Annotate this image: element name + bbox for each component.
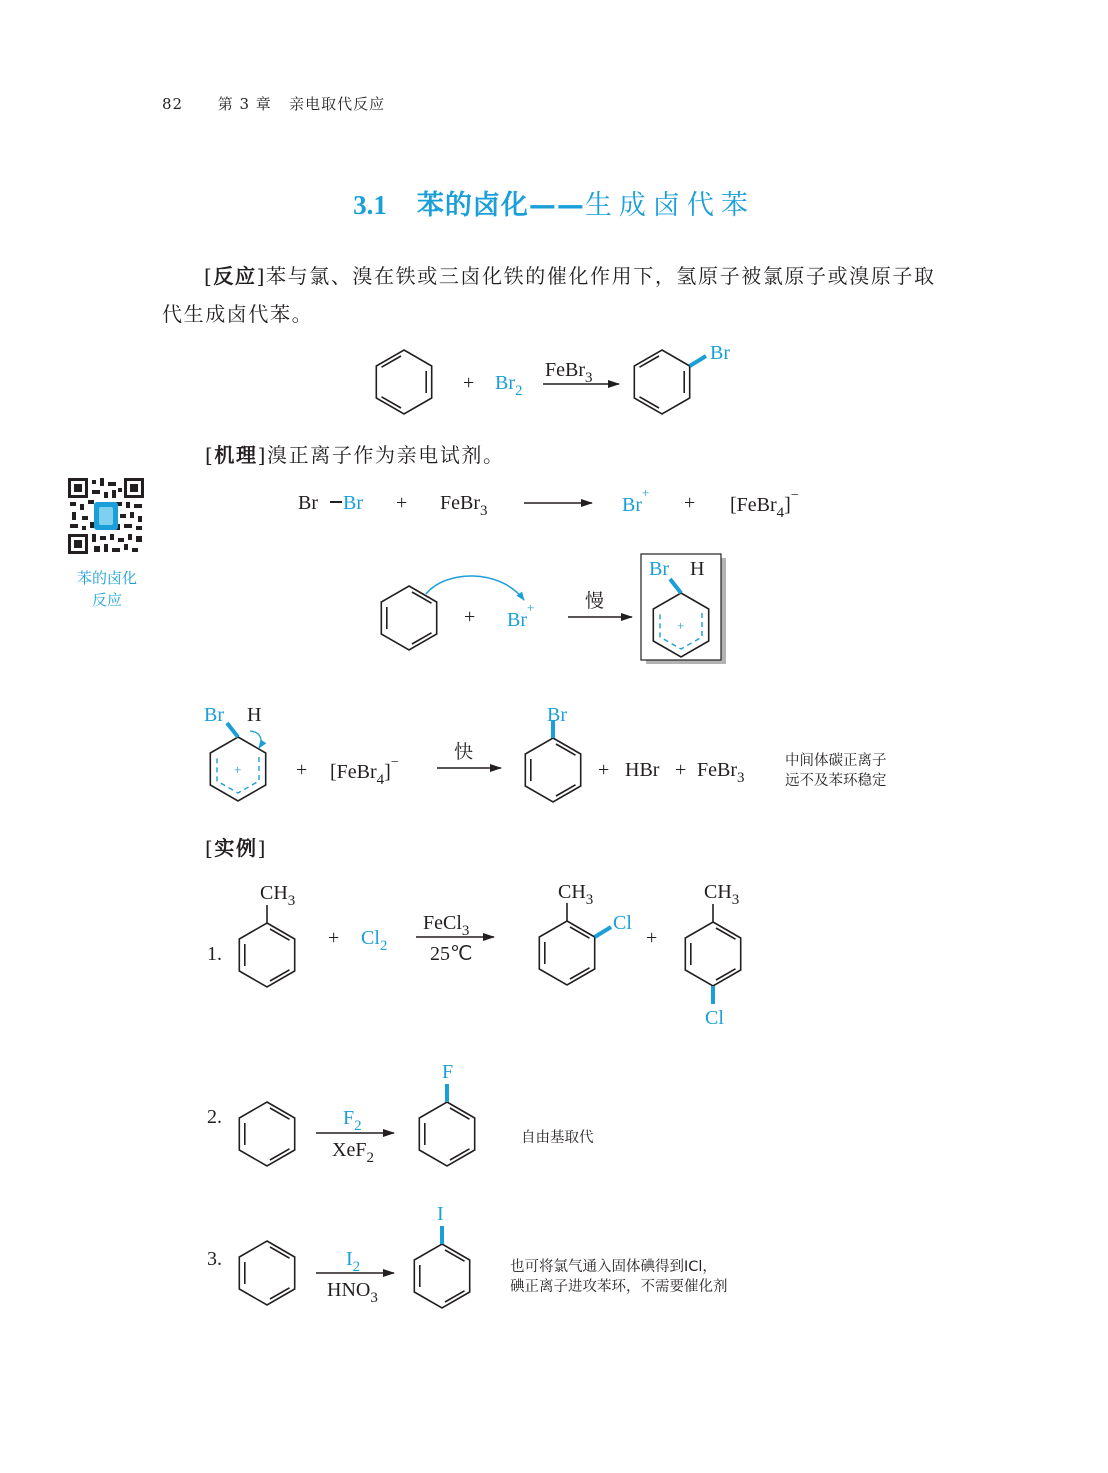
- o-chlorotoluene-product: [539, 903, 611, 985]
- mech2-plus: +: [464, 606, 476, 628]
- mech1-febr4-anion: [FeBr$_4$]−: [730, 488, 799, 521]
- mech3-ring-charge: +: [234, 762, 242, 777]
- bromobenzene-product: [634, 350, 706, 414]
- examples-label: 实例: [214, 836, 258, 860]
- example3-note-line1: 也可将氯气通入固体碘得到ICl，: [510, 1259, 717, 1275]
- example1-plus: +: [328, 927, 340, 949]
- example2-reagent-xef2: XeF$_2$: [332, 1139, 374, 1166]
- mech3-product-br: Br: [547, 704, 567, 726]
- mechanism-heading: [机理]溴正离子作为亲电试剂。: [205, 443, 505, 467]
- example3-number: 3.: [207, 1248, 222, 1270]
- example2-note: 自由基取代: [521, 1130, 594, 1146]
- toluene-reactant: [239, 905, 294, 987]
- mech3-bromobenzene: [525, 720, 580, 802]
- example1-plus2: +: [646, 927, 658, 949]
- reaction-paragraph: [反应]苯与氯、溴在铁或三卤化铁的催化作用下，氢原子被氯原子或溴原子取代生成卤代苯。: [162, 264, 936, 326]
- p-chlorotoluene-product: [685, 904, 740, 1004]
- reaction-text: 苯与氯、溴在铁或三卤化铁的催化作用下，氢原子被氯原子或溴原子取代生成卤代苯。: [162, 264, 936, 326]
- mech3-plus2: +: [598, 759, 610, 781]
- section-number: 3.1: [353, 190, 387, 220]
- mech2-br-cation: Br+: [507, 600, 535, 631]
- mech3-febr4-anion: [FeBr$_4$]−: [330, 755, 399, 788]
- mech1-plus1: +: [396, 492, 408, 514]
- mech3-int-br: Br: [204, 704, 224, 726]
- example1-ortho-cl: Cl: [613, 912, 632, 934]
- mech3-febr3: FeBr$_3$: [697, 759, 745, 786]
- mech2-int-br: Br: [649, 558, 669, 580]
- mech3-plus3: +: [675, 759, 687, 781]
- mech2-int-h: H: [690, 558, 705, 580]
- mech3-hbr: HBr: [625, 759, 660, 781]
- example1-para-ch3: $CH_3$: [704, 881, 740, 908]
- mech2-benzene: [381, 586, 436, 650]
- mech1-br-a: Br: [298, 492, 318, 514]
- mechanism-text: 溴正离子作为亲电试剂。: [267, 443, 505, 467]
- mech2-curved-arrow: [426, 576, 524, 600]
- mech3-plus1: +: [296, 759, 308, 781]
- example2-benzene: [239, 1102, 294, 1166]
- example3-benzene: [239, 1241, 294, 1305]
- fluorobenzene-product: [419, 1084, 474, 1166]
- example3-product-i: I: [437, 1203, 444, 1225]
- mech3-int-h: H: [247, 704, 262, 726]
- mech1-plus2: +: [684, 492, 696, 514]
- chapter-number: 第 3 章: [217, 95, 272, 113]
- mech1-br-b: Br: [343, 492, 363, 514]
- eq-reagent-br2: $Br_2$: [495, 372, 523, 399]
- example1-catalyst: FeCl$_3$: [423, 912, 470, 939]
- qr-caption-line1: 苯的卤化: [76, 569, 137, 587]
- example3-reagent-i2: $I_2$: [346, 1248, 361, 1275]
- qr-caption-line2: 反应: [91, 591, 122, 609]
- example3-reagent-hno3: $HNO_3$: [327, 1279, 378, 1306]
- mech1-br-cation: Br+: [622, 485, 650, 516]
- example2-reagent-f2: $F_2$: [343, 1107, 362, 1134]
- example3-note: [510, 1257, 728, 1297]
- section-title-sub: 生成卤代苯: [584, 190, 755, 221]
- example2-product-f: F: [442, 1061, 454, 1083]
- benzene-reactant: [376, 350, 431, 414]
- mech1-febr3: FeBr$_3$: [440, 492, 488, 519]
- example1-reagent-cl2: $Cl_2$: [361, 927, 388, 954]
- page-number: 82: [162, 95, 184, 113]
- example2-number: 2.: [207, 1106, 222, 1128]
- example1-number: 1.: [207, 943, 222, 965]
- example1-ch3: $CH_3$: [260, 882, 296, 909]
- chapter-title: 亲电取代反应: [289, 95, 386, 113]
- mech2-ring-charge: +: [677, 618, 685, 633]
- mech2-slow-label: 慢: [585, 590, 605, 612]
- example1-ortho-ch3: $CH_3$: [558, 881, 594, 908]
- eq-plus: +: [463, 372, 475, 394]
- mech3-note-line2: 远不及苯环稳定: [785, 773, 887, 789]
- eq-product-br: Br: [710, 342, 730, 364]
- examples-heading: [实例]: [205, 836, 268, 860]
- iodobenzene-product: [414, 1226, 469, 1308]
- example3-note-line2: 碘正离子进攻苯环，不需要催化剂: [510, 1279, 728, 1295]
- example1-para-cl: Cl: [705, 1007, 724, 1029]
- mechanism-label: 机理: [214, 443, 258, 467]
- mech3-fast-label: 快: [454, 741, 474, 763]
- reaction-label: 反应: [213, 264, 257, 288]
- eq-catalyst-febr3: FeBr$_3$: [545, 359, 593, 386]
- mech3-note: [785, 751, 887, 791]
- section-title-main: 苯的卤化——: [416, 190, 585, 221]
- mech3-note-line1: 中间体碳正离子: [785, 753, 887, 769]
- example1-temperature: 25℃: [430, 943, 473, 965]
